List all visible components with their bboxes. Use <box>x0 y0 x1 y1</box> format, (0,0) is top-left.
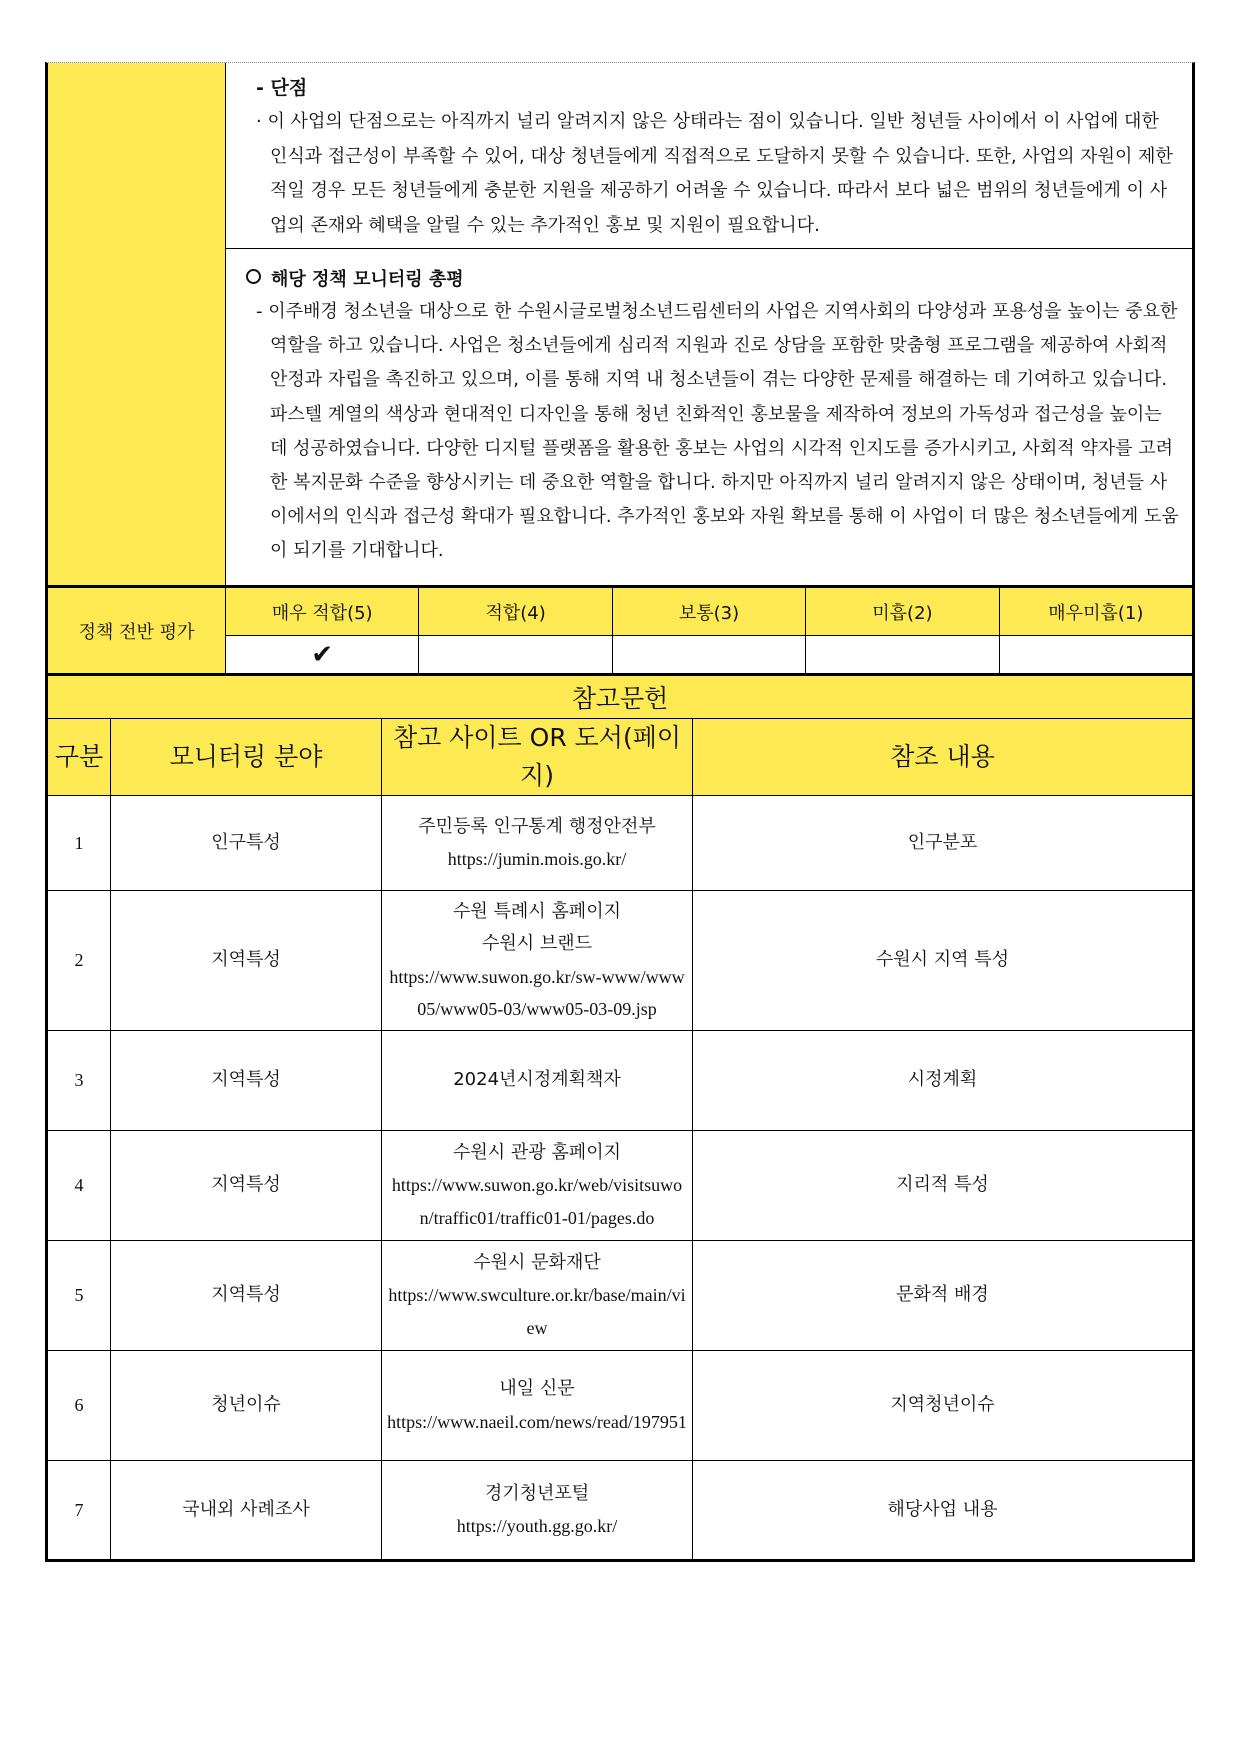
evaluation-label-cell <box>48 63 226 585</box>
circle-bullet-icon <box>246 269 261 284</box>
cons-section <box>226 63 1192 249</box>
row-content: 수원시 지역 특성 <box>693 891 1194 1031</box>
rating-option: 매우 적합(5) <box>226 588 419 635</box>
site-name: 수원시 문화재단 <box>473 1251 601 1273</box>
row-content: 해당사업 내용 <box>693 1461 1194 1561</box>
table-row <box>47 1131 1194 1241</box>
row-site <box>382 1131 693 1241</box>
row-content: 지리적 특성 <box>693 1131 1194 1241</box>
summary-title <box>246 265 464 291</box>
rating-header-row <box>226 588 1192 636</box>
header-no: 구분 <box>47 719 111 796</box>
site-url: https://youth.gg.go.kr/ <box>456 1516 618 1536</box>
row-site <box>382 1241 693 1351</box>
row-number: 1 <box>47 796 111 891</box>
row-field: 인구특성 <box>111 796 382 891</box>
cons-body: · 이 사업의 단점으로는 아직까지 널리 알려지지 않은 상태라는 점이 있습니다. 일반 청년들 사이에서 이 사업에 대한 인식과 접근성이 부족할 수 있어, 대상 청년들에게 직접적으로 도달하지 못할 수 있습니다. 또한, 사업의 자원이 제한적일 경우 모든 청년들에게 충분한 지원을 제공하기 어려울 수 있습니다. 따라서 보다 넓은 범위의 청년들에게 이 사업의 존재와 혜택을 알릴 수 있는 추가적인 홍보 및 지원이 필요합니다. <box>256 111 1173 236</box>
row-field: 국내외 사례조사 <box>111 1461 382 1561</box>
site-name: 2024년시정계획책자 <box>453 1069 621 1091</box>
site-url: https://www.swculture.or.kr/base/main/view <box>388 1285 686 1338</box>
row-number: 2 <box>47 891 111 1031</box>
header-site: 참고 사이트 OR 도서(페이지) <box>382 719 693 796</box>
table-row <box>47 1241 1194 1351</box>
site-url: https://jumin.mois.go.kr/ <box>447 849 627 869</box>
site-name: 수원시 관광 홈페이지 <box>453 1141 621 1163</box>
rating-cell <box>1000 636 1192 673</box>
rating-value-row <box>226 636 1192 673</box>
row-content: 인구분포 <box>693 796 1194 891</box>
checkmark-icon: ✔ <box>226 636 419 673</box>
table-row <box>47 1031 1194 1131</box>
row-site <box>382 1351 693 1461</box>
row-content: 지역청년이슈 <box>693 1351 1194 1461</box>
cons-title: - 단점 <box>256 77 308 99</box>
row-number: 5 <box>47 1241 111 1351</box>
row-field: 지역특성 <box>111 1131 382 1241</box>
rating-label: 정책 전반 평가 <box>48 588 226 673</box>
row-field: 지역특성 <box>111 1031 382 1131</box>
row-site <box>382 796 693 891</box>
row-content: 문화적 배경 <box>693 1241 1194 1351</box>
row-content: 시정계획 <box>693 1031 1194 1131</box>
rating-option: 미흡(2) <box>806 588 999 635</box>
site-url: https://www.suwon.go.kr/sw-www/www05/www05-03/www05-03-09.jsp <box>389 966 685 1019</box>
summary-body: - 이주배경 청소년을 대상으로 한 수원시글로벌청소년드림센터의 사업은 지역사회의 다양성과 포용성을 높이는 중요한 역할을 하고 있습니다. 사업은 청소년들에게 심리적 지원과 진로 상담을 포함한 맞춤형 프로그램을 제공하여 사회적 안정과 자립을 촉진하고 있으며, 이를 통해 지역 내 청소년들이 겪는 다양한 문제를 해결하는 데 기여하고 있습니다. 파스텔 계열의 색상과 현대적인 디자인을 통해 청년 친화적인 홍보물을 제작하여 정보의 가독성과 접근성을 높이는 데 성공하였습니다. 다양한 디지털 플랫폼을 활용한 홍보는 사업의 시각적 인지도를 증가시키고, 사회적 약자를 고려한 복지문화 수준을 향상시키는 데 중요한 역할을 합니다. 하지만 아직까지 널리 알려지지 않은 상태이며, 청년들 사이에서의 인식과 접근성 확대가 필요합니다. 추가적인 홍보와 자원 확보를 통해 이 사업이 더 많은 청소년들에게 도움이 되기를 기대합니다. <box>256 301 1179 562</box>
site-name: 수원시 브랜드 <box>481 933 593 954</box>
table-row <box>47 891 1194 1031</box>
table-row <box>47 1461 1194 1561</box>
row-number: 3 <box>47 1031 111 1131</box>
summary-section <box>226 249 1192 585</box>
evaluation-block <box>45 62 1195 585</box>
row-site <box>382 891 693 1031</box>
site-name: 주민등록 인구통계 행정안전부 <box>418 815 656 837</box>
rating-cell <box>806 636 999 673</box>
row-number: 4 <box>47 1131 111 1241</box>
header-field: 모니터링 분야 <box>111 719 382 796</box>
header-content: 참조 내용 <box>693 719 1194 796</box>
site-url: https://www.naeil.com/news/read/197951 <box>387 1411 687 1432</box>
rating-cell <box>419 636 612 673</box>
row-field: 지역특성 <box>111 891 382 1031</box>
row-site <box>382 1461 693 1561</box>
table-row <box>47 796 1194 891</box>
row-field: 청년이슈 <box>111 1351 382 1461</box>
site-url: https://www.suwon.go.kr/web/visitsuwon/traffic01/traffic01-01/pages.do <box>391 1175 683 1228</box>
row-number: 6 <box>47 1351 111 1461</box>
table-row <box>47 1351 1194 1461</box>
site-name: 내일 신문 <box>499 1378 575 1399</box>
references-title: 참고문헌 <box>47 675 1194 719</box>
summary-title-text: 해당 정책 모니터링 총평 <box>271 269 464 290</box>
references-table <box>45 673 1195 1562</box>
row-number: 7 <box>47 1461 111 1561</box>
site-name: 경기청년포털 <box>484 1482 590 1504</box>
site-name: 수원 특례시 홈페이지 <box>453 900 621 922</box>
rating-option: 보통(3) <box>613 588 806 635</box>
row-site <box>382 1031 693 1131</box>
rating-table <box>45 585 1195 673</box>
rating-option: 적합(4) <box>419 588 612 635</box>
rating-option: 매우미흡(1) <box>1048 602 1144 624</box>
row-field: 지역특성 <box>111 1241 382 1351</box>
rating-cell <box>613 636 806 673</box>
